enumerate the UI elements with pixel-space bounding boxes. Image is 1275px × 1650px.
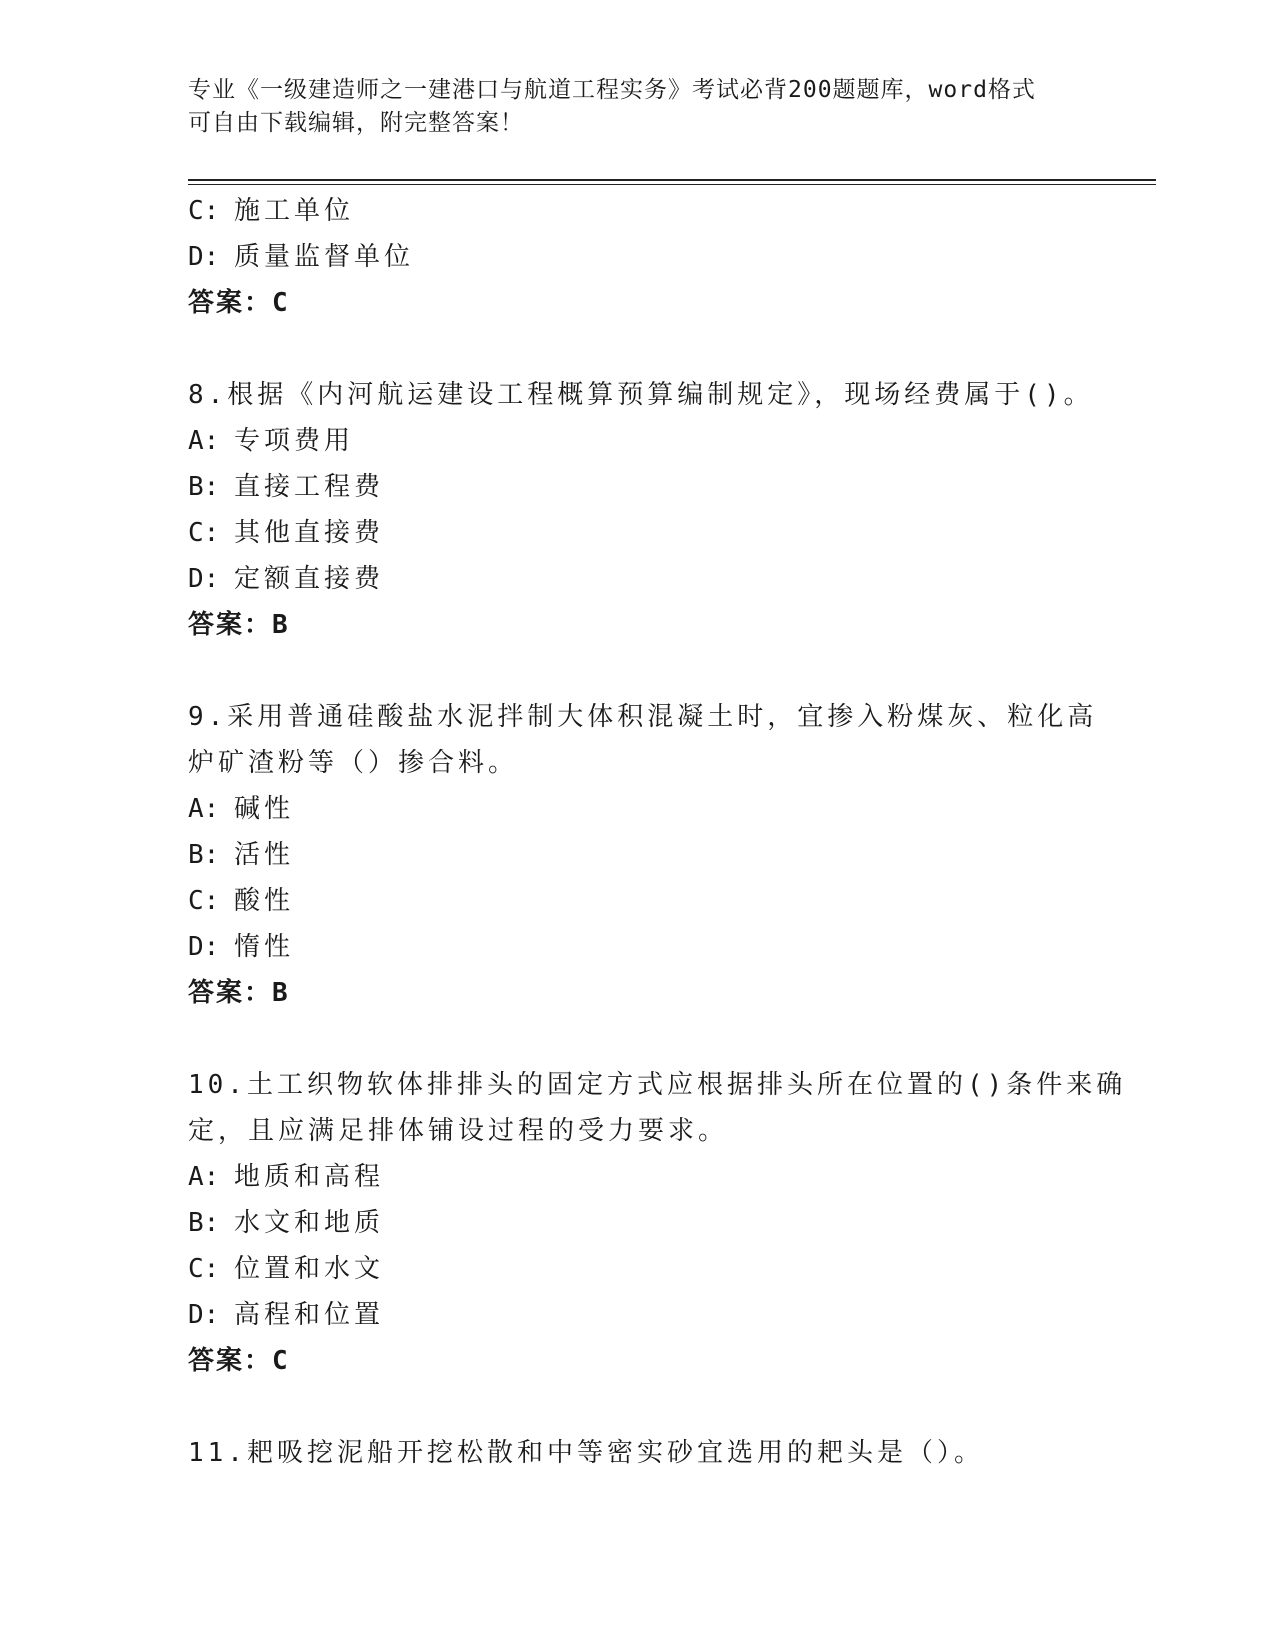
option-letter: D: (188, 242, 220, 272)
header-divider (188, 179, 1156, 185)
option-c (188, 188, 1088, 234)
option-b (188, 464, 1088, 510)
option-letter: A: (188, 794, 220, 824)
option-c (188, 510, 1088, 556)
option-text: 专项费用 (234, 426, 355, 456)
question-stem-continued: 定，且应满足排体铺设过程的受力要求。 (188, 1116, 729, 1146)
option-text: 高程和位置 (234, 1300, 385, 1330)
option-letter: C: (188, 196, 220, 226)
option-d (188, 924, 1088, 970)
option-letter: D: (188, 932, 220, 962)
option-a (188, 1154, 1088, 1200)
option-letter: B: (188, 1208, 220, 1238)
option-d (188, 1292, 1088, 1338)
option-letter: B: (188, 472, 220, 502)
option-letter: C: (188, 886, 220, 916)
option-letter: A: (188, 1162, 220, 1192)
spacer (188, 648, 1088, 694)
page-header (188, 74, 1068, 140)
question-stem: 10.土工织物软体排排头的固定方式应根据排头所在位置的()条件来确 (188, 1070, 1127, 1100)
option-d (188, 556, 1088, 602)
option-b (188, 832, 1088, 878)
option-text: 位置和水文 (234, 1254, 385, 1284)
option-text: 酸性 (234, 886, 295, 916)
question-stem: 11.耙吸挖泥船开挖松散和中等密实砂宜选用的耙头是（）。 (188, 1438, 984, 1468)
question-7-tail (188, 188, 1088, 326)
option-c (188, 1246, 1088, 1292)
option-letter: A: (188, 426, 220, 456)
option-text: 地质和高程 (234, 1162, 385, 1192)
option-text: 定额直接费 (234, 564, 385, 594)
question-10 (188, 1062, 1127, 1384)
document-body (188, 188, 1127, 1476)
option-text: 施工单位 (234, 196, 355, 226)
option-text: 碱性 (234, 794, 295, 824)
option-text: 质量监督单位 (234, 242, 415, 272)
spacer (188, 1384, 1088, 1430)
option-d (188, 234, 1088, 280)
option-letter: B: (188, 840, 220, 870)
option-b (188, 1200, 1088, 1246)
question-9 (188, 694, 1098, 1016)
spacer (188, 1016, 1088, 1062)
option-text: 其他直接费 (234, 518, 385, 548)
question-8 (188, 372, 1094, 648)
header-line-2: 可自由下载编辑，附完整答案！ (188, 110, 524, 136)
question-11 (188, 1430, 1088, 1476)
answer-line: 答案：B (188, 978, 290, 1008)
answer-line: 答案：C (188, 288, 290, 318)
option-letter: C: (188, 518, 220, 548)
option-text: 水文和地质 (234, 1208, 385, 1238)
option-text: 活性 (234, 840, 295, 870)
option-a (188, 418, 1088, 464)
option-letter: D: (188, 1300, 220, 1330)
question-stem: 8.根据《内河航运建设工程概算预算编制规定》，现场经费属于()。 (188, 380, 1094, 410)
option-c (188, 878, 1088, 924)
option-text: 惰性 (234, 932, 295, 962)
option-letter: D: (188, 564, 220, 594)
question-stem: 9.采用普通硅酸盐水泥拌制大体积混凝土时，宜掺入粉煤灰、粒化高 (188, 702, 1098, 732)
question-stem-continued: 炉矿渣粉等（）掺合料。 (188, 748, 519, 778)
option-letter: C: (188, 1254, 220, 1284)
answer-line: 答案：B (188, 610, 290, 640)
header-line-1: 专业《一级建造师之一建港口与航道工程实务》考试必背200题题库，word格式 (188, 77, 1036, 103)
answer-line: 答案：C (188, 1346, 290, 1376)
spacer (188, 326, 1088, 372)
option-a (188, 786, 1088, 832)
option-text: 直接工程费 (234, 472, 385, 502)
